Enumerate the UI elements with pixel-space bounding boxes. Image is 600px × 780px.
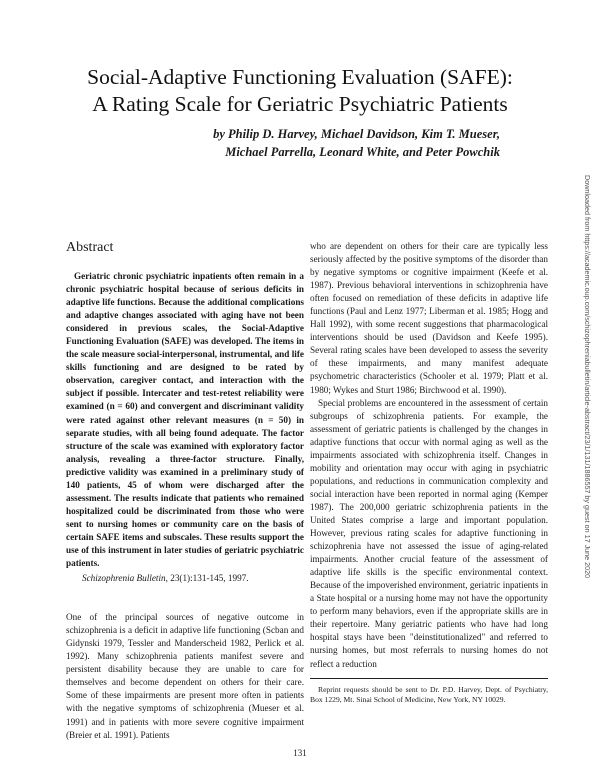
paper-title (40, 64, 560, 118)
title-line-1: Social-Adaptive Functioning Evaluation (SAFE): (87, 65, 513, 89)
body-paragraph-1: who are dependent on others for their care are typically less seriously affected by the positive symptoms of the disorder than by negative symptoms or cognitive impairment (Keefe et al. 1987). Previous behavioral interventions in schizophrenia have often focused on remediation of these deficits in adaptive life functions (Paul and Lenz 1977; Liberman et al. 1985; Hogg and Hall 1992), with some recent suggestions that pharmacological interventions should be used (Davidson and Keefe 1995). Several rating scales have been developed to assess the severity of these impairments, and many manifest adequate psychometric characteristics (Schooler et al. 1979; Platt et al. 1980; Wykes and Sturt 1986; Birchwood et al. 1990). (310, 241, 548, 395)
journal-citation (66, 572, 304, 585)
citation-volume: 23(1):131-145, 1997. (170, 573, 249, 584)
authors-line-2: Michael Parrella, Leonard White, and Peter Powchik (225, 145, 500, 159)
body-paragraph-2: Special problems are encountered in the assessment of certain subgroups of schizophrenia patients. For example, the assessment of geriatric patients is challenged by the changes in adaptive functions that occur with normal aging as well as the impairments associated with schizophrenia itself. Changes in mobility and orientation may occur with aging in psychiatric populations, and reductions in communication complexity and social interaction have been reported in normal aging (Kemper 1987). The 200,000 geriatric schizophrenia patients in the United States comprise a large and important population. However, previous rating scales for adaptive functioning in schizophrenia have not assessed the issue of aging-related impairments. Another crucial feature of the assessment of adaptive life skills is the specific environmental context. Because of the impoverished environment, geriatric inpatients in a State hospital or a nursing home may not have the opportunity to perform many behaviors, even if the appropriate skills are in their repertoire. Many geriatric patients who have had long hospital stays have been "deinstitutionalized" and referred to nursing homes, but most referrals to nursing homes do not reflect a reduction (310, 397, 548, 669)
abstract-body: Geriatric chronic psychiatric inpatients often remain in a chronic psychiatric hospital because of serious deficits in adaptive life functions. Because the additional complications and adaptive changes associated with aging have not been considered in previous scales, the Social-Adaptive Functioning Evaluation (SAFE) was developed. The items in the scale measure social-interpersonal, instrumental, and life skills functioning and are designed to be rated by observation, caregiver contact, and interaction with the subject if possible. Intercater and test-retest reliability were examined (n = 60) and convergent and discriminant validity were rated against other relevant measures (n = 50) in separate studies, with all being found adequate. The factor structure of the scale was examined with exploratory factor analysis, revealing a three-factor structure. Finally, predictive validity was examined in a preliminary study of 140 patients, 45 of whom were discharged after the assessment. The results indicate that patients who remained hospitalized could be discriminated from those who were sent to nursing homes or community care on the basis of certain SAFE items and subscales. These results support the use of this instrument in later studies of geriatric psychiatric patients. (66, 271, 304, 569)
reprint-footnote: Reprint requests should be sent to Dr. P.D. Harvey, Dept. of Psychiatry, Box 1229, Mt. Sinai School of Medicine, New York, NY 10029. (310, 684, 548, 704)
footnote-divider (310, 678, 548, 679)
page-number: 131 (293, 748, 307, 758)
abstract-heading: Abstract (66, 240, 114, 255)
title-line-2: A Rating Scale for Geriatric Psychiatric Patients (92, 92, 508, 116)
intro-paragraph: One of the principal sources of negative outcome in schizophrenia is a deficit in adaptive life functioning (Scban and Gidynski 1979, Tessler and Manderscheid 1982, Perlick et al. 1992). Many schizophrenia patients manifest severe and persistent disability because they are unable to care for themselves and become dependent on others for their care. Some of these impairments are present more often in patients with the negative symptoms of schizophrenia (Mueser et al. 1991) and in patients with more severe cognitive impairment (Breier et al. 1991). Patients (66, 612, 304, 740)
citation-journal: Schizophrenia Bulletin, (82, 573, 168, 584)
right-column (310, 240, 548, 705)
download-note: Downloaded from https://academic.oup.com/schizophreniabulletin/article-abstract/23/1/131/1886557 by guest on 17 June 2020 (583, 175, 592, 579)
authors-line-1: by Philip D. Harvey, Michael Davidson, Kim T. Mueser, (213, 127, 500, 141)
author-list (60, 125, 500, 161)
left-column (66, 240, 304, 742)
download-watermark (582, 175, 594, 695)
